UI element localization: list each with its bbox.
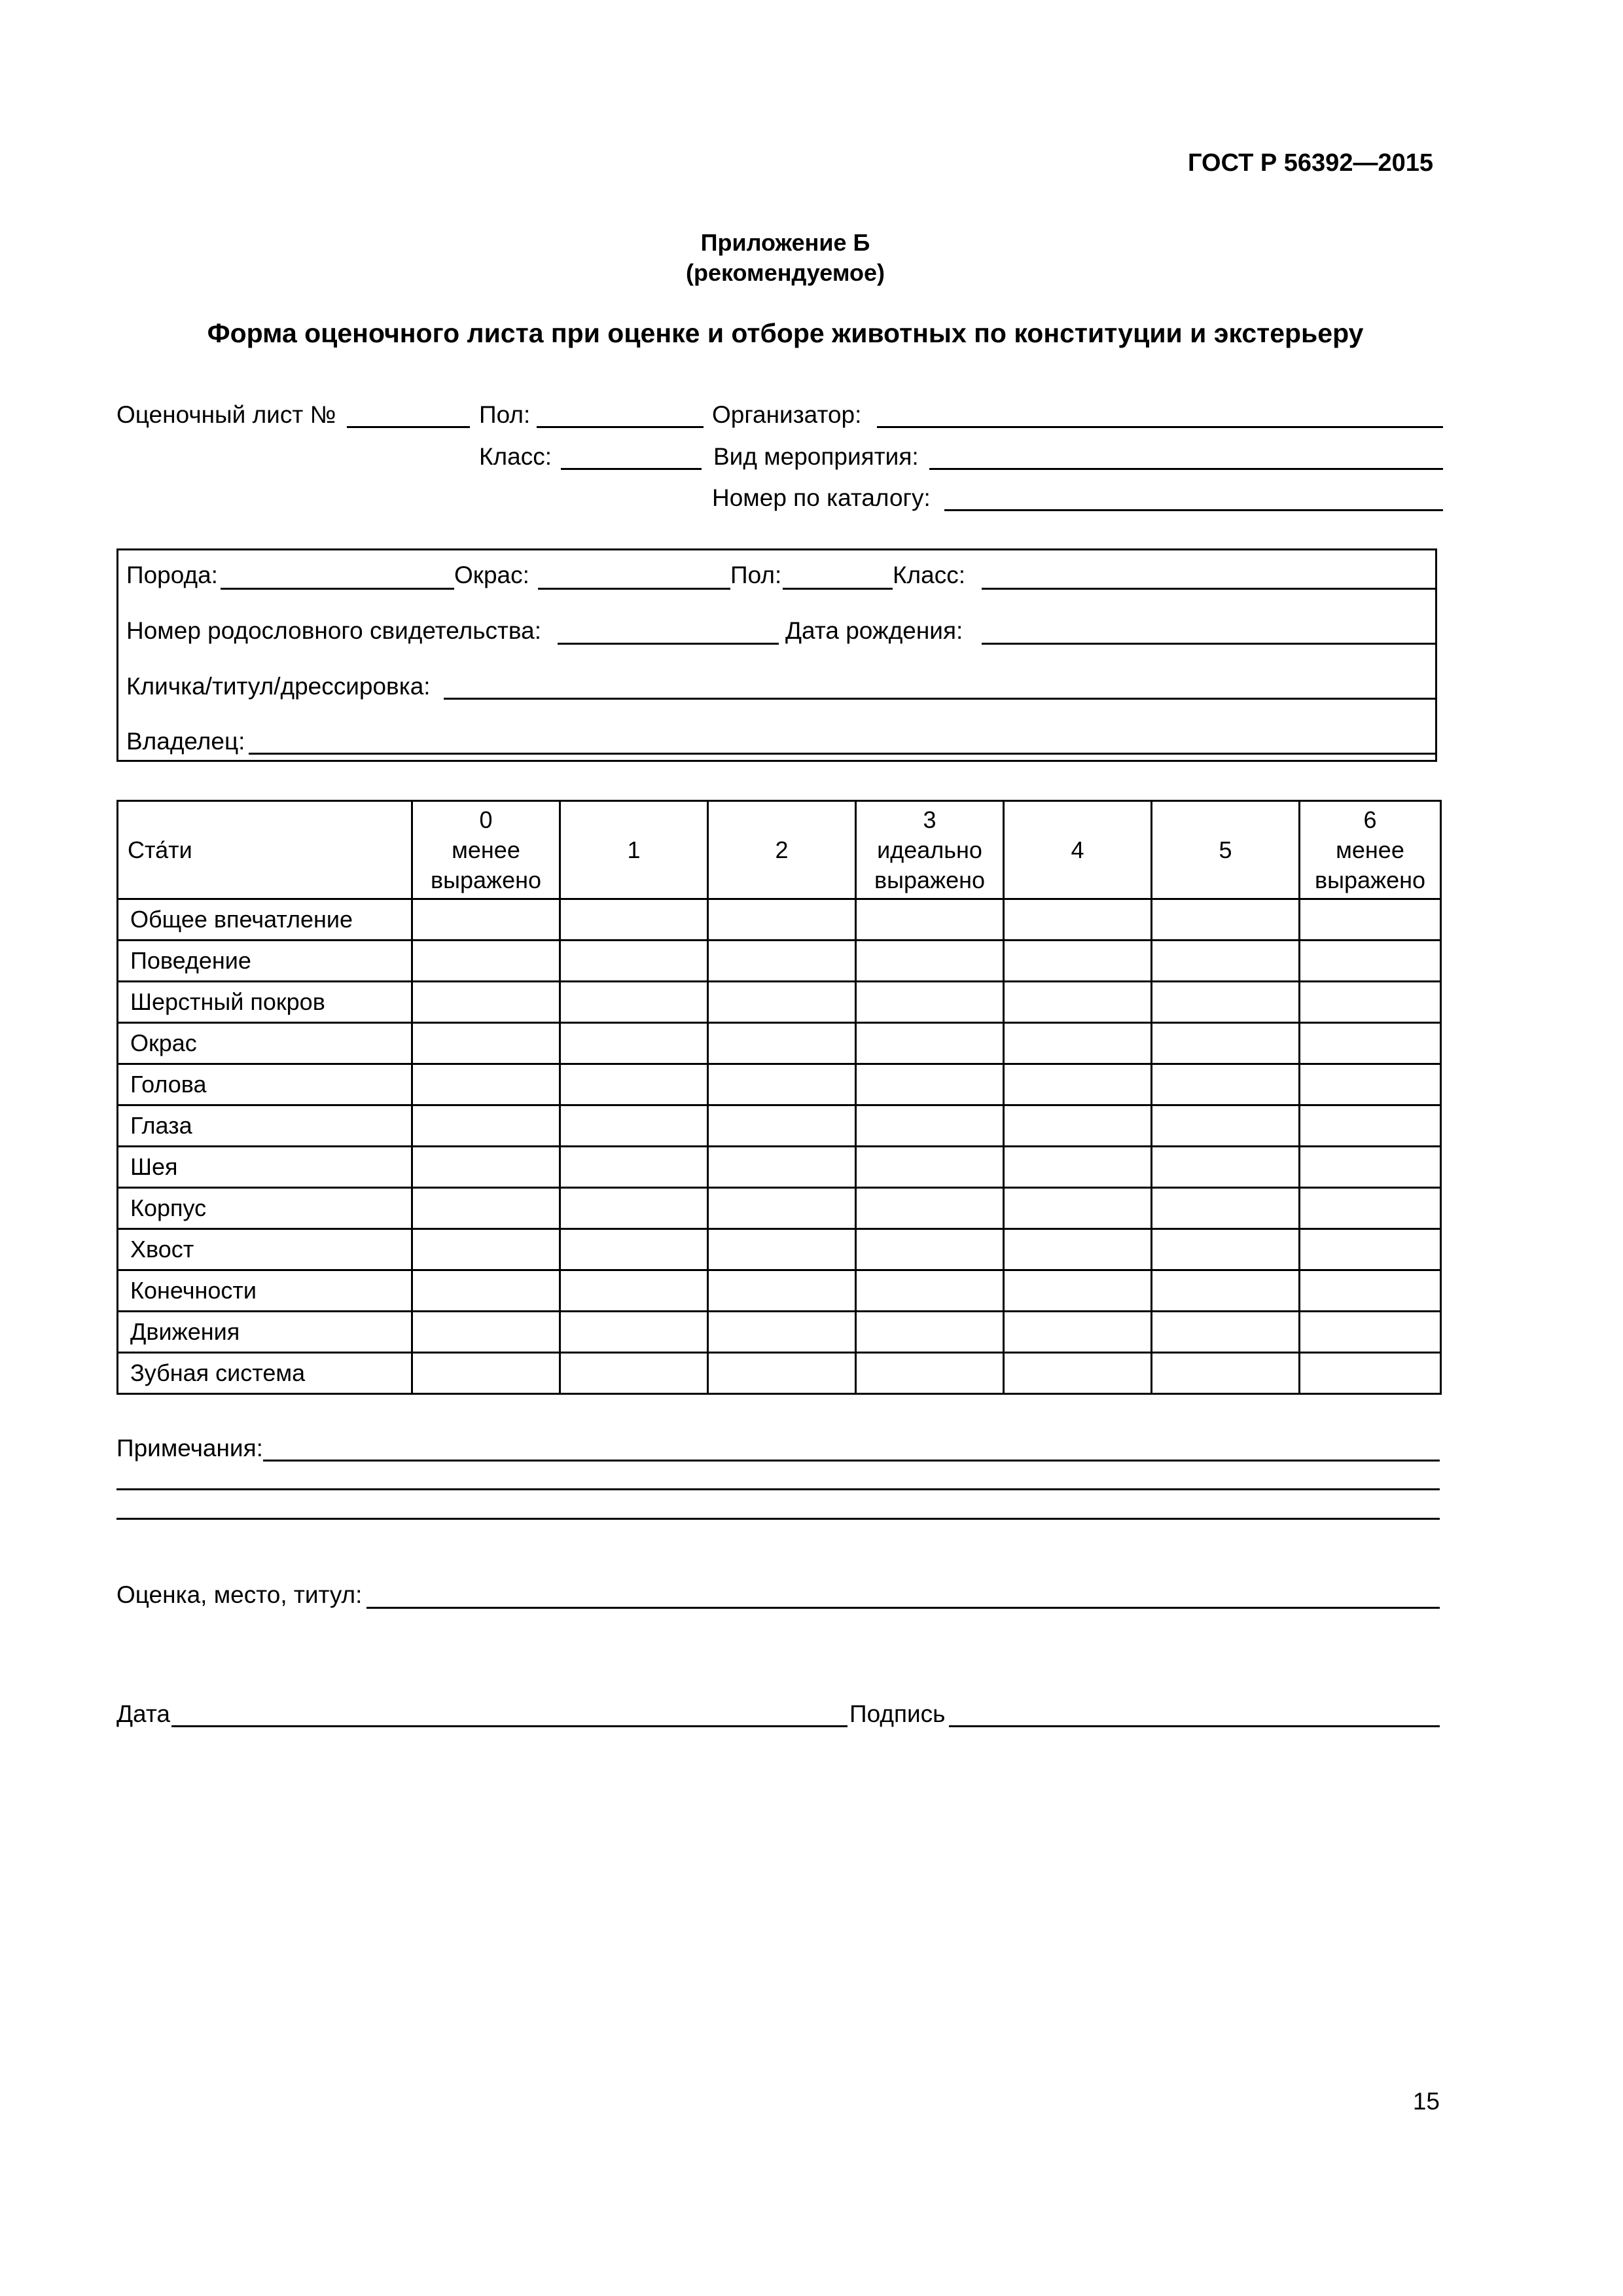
score-cell[interactable] — [856, 941, 1004, 982]
organizer-field[interactable] — [877, 426, 1443, 428]
color-field[interactable] — [538, 588, 730, 590]
pedigree-label: Номер родословного свидетельства: — [126, 617, 542, 644]
breed-field[interactable] — [221, 588, 454, 590]
score-cell[interactable] — [560, 1312, 708, 1353]
score-caption: менее — [452, 836, 520, 863]
score-cell[interactable] — [1004, 941, 1152, 982]
score-cell[interactable] — [1152, 1105, 1300, 1147]
row-label: Поведение — [118, 941, 412, 982]
table-row — [118, 1229, 1441, 1270]
row-label: Конечности — [118, 1270, 412, 1312]
score-caption: идеально — [877, 836, 982, 863]
score-cell[interactable] — [1004, 899, 1152, 941]
row-label: Зубная система — [118, 1353, 412, 1394]
appendix-heading — [0, 228, 1571, 288]
column-header-score — [412, 801, 560, 899]
score-caption: выражено — [1314, 866, 1426, 893]
event-type-label: Вид мероприятия: — [713, 443, 919, 470]
score-number: 5 — [1219, 836, 1232, 863]
notes-field[interactable] — [263, 1460, 1440, 1462]
row-label: Голова — [118, 1064, 412, 1105]
score-cell[interactable] — [708, 1312, 856, 1353]
row-label: Общее впечатление — [118, 899, 412, 941]
animal-class-field[interactable] — [982, 588, 1435, 590]
table-row — [118, 1312, 1441, 1353]
score-cell[interactable] — [412, 982, 560, 1023]
score-cell[interactable] — [412, 1270, 560, 1312]
score-cell[interactable] — [560, 1064, 708, 1105]
catalog-number-field[interactable] — [944, 509, 1443, 511]
score-cell[interactable] — [1300, 941, 1441, 982]
score-cell[interactable] — [412, 1023, 560, 1064]
score-cell[interactable] — [708, 982, 856, 1023]
column-header-score — [856, 801, 1004, 899]
row-label: Движения — [118, 1312, 412, 1353]
score-cell[interactable] — [1300, 1147, 1441, 1188]
column-header-stati: Ста́ти — [118, 801, 412, 899]
catalog-number-label: Номер по каталогу: — [712, 484, 931, 511]
animal-sex-label: Пол: — [730, 562, 782, 588]
score-cell[interactable] — [1004, 1064, 1152, 1105]
score-cell[interactable] — [1004, 1147, 1152, 1188]
score-number: 6 — [1363, 806, 1377, 833]
table-row — [118, 1270, 1441, 1312]
name-field[interactable] — [444, 698, 1435, 700]
score-cell[interactable] — [560, 1270, 708, 1312]
animal-class-label: Класс: — [893, 562, 965, 588]
pedigree-field[interactable] — [558, 643, 779, 645]
standard-number: ГОСТ Р 56392—2015 — [1188, 149, 1433, 177]
score-cell[interactable] — [856, 1064, 1004, 1105]
color-label: Окрас: — [454, 562, 529, 588]
date-field[interactable] — [171, 1725, 847, 1727]
appendix-status: (рекомендуемое) — [686, 259, 885, 286]
row-label: Шерстный покров — [118, 982, 412, 1023]
table-row — [118, 1064, 1441, 1105]
score-cell[interactable] — [560, 1105, 708, 1147]
score-cell[interactable] — [1300, 1353, 1441, 1394]
score-cell[interactable] — [856, 1188, 1004, 1229]
score-cell[interactable] — [1152, 982, 1300, 1023]
score-cell[interactable] — [1004, 1105, 1152, 1147]
score-number: 4 — [1071, 836, 1084, 863]
score-cell[interactable] — [1152, 1312, 1300, 1353]
score-cell[interactable] — [1004, 1312, 1152, 1353]
score-cell[interactable] — [1300, 1270, 1441, 1312]
score-cell[interactable] — [560, 982, 708, 1023]
table-row — [118, 1353, 1441, 1394]
score-cell[interactable] — [1152, 1353, 1300, 1394]
score-cell[interactable] — [412, 1229, 560, 1270]
sheet-number-label: Оценочный лист № — [116, 401, 336, 428]
score-cell[interactable] — [708, 1105, 856, 1147]
owner-label: Владелец: — [126, 728, 245, 755]
score-cell[interactable] — [708, 941, 856, 982]
score-cell[interactable] — [1152, 1064, 1300, 1105]
score-cell[interactable] — [856, 1105, 1004, 1147]
class-label: Класс: — [479, 443, 552, 470]
notes-label: Примечания: — [116, 1435, 263, 1462]
table-row — [118, 1023, 1441, 1064]
score-cell[interactable] — [708, 1229, 856, 1270]
score-cell[interactable] — [1300, 1229, 1441, 1270]
appendix-title: Приложение Б — [700, 229, 870, 256]
score-cell[interactable] — [560, 1353, 708, 1394]
score-cell[interactable] — [708, 899, 856, 941]
table-header-row — [118, 801, 1441, 899]
column-header-score — [708, 801, 856, 899]
table-row — [118, 1105, 1441, 1147]
score-cell[interactable] — [856, 1147, 1004, 1188]
table-row — [118, 982, 1441, 1023]
score-cell[interactable] — [1300, 1105, 1441, 1147]
score-cell[interactable] — [708, 1270, 856, 1312]
score-cell[interactable] — [412, 1105, 560, 1147]
table-row — [118, 899, 1441, 941]
score-cell[interactable] — [1004, 982, 1152, 1023]
notes-field-line[interactable] — [116, 1518, 1440, 1520]
owner-field[interactable] — [249, 753, 1435, 755]
sex-label: Пол: — [479, 401, 531, 428]
breed-label: Порода: — [126, 562, 218, 588]
score-cell[interactable] — [560, 1147, 708, 1188]
score-cell[interactable] — [856, 1023, 1004, 1064]
result-label: Оценка, место, титул: — [116, 1581, 363, 1608]
name-label: Кличка/титул/дрессировка: — [126, 673, 431, 700]
score-cell[interactable] — [1300, 899, 1441, 941]
score-cell[interactable] — [1152, 1023, 1300, 1064]
column-header-score — [1152, 801, 1300, 899]
notes-field-line[interactable] — [116, 1488, 1440, 1490]
sex-field[interactable] — [537, 426, 704, 428]
table-row — [118, 1147, 1441, 1188]
row-label: Шея — [118, 1147, 412, 1188]
score-cell[interactable] — [1152, 1147, 1300, 1188]
score-cell[interactable] — [1152, 1229, 1300, 1270]
score-cell[interactable] — [708, 1188, 856, 1229]
score-cell[interactable] — [856, 899, 1004, 941]
score-cell[interactable] — [856, 1353, 1004, 1394]
score-cell[interactable] — [1300, 1188, 1441, 1229]
score-cell[interactable] — [1004, 1188, 1152, 1229]
score-cell[interactable] — [1300, 1064, 1441, 1105]
score-cell[interactable] — [1300, 1023, 1441, 1064]
organizer-label: Организатор: — [712, 401, 862, 428]
score-cell[interactable] — [708, 1353, 856, 1394]
score-cell[interactable] — [560, 899, 708, 941]
score-cell[interactable] — [856, 1312, 1004, 1353]
birth-date-field[interactable] — [982, 643, 1435, 645]
column-header-score — [1004, 801, 1152, 899]
score-cell[interactable] — [560, 1229, 708, 1270]
score-cell[interactable] — [1004, 1229, 1152, 1270]
score-cell[interactable] — [856, 1270, 1004, 1312]
scores-table — [116, 800, 1442, 1395]
score-caption: менее — [1336, 836, 1404, 863]
score-cell[interactable] — [412, 1147, 560, 1188]
score-cell[interactable] — [856, 1229, 1004, 1270]
page-number: 15 — [1412, 2088, 1440, 2115]
score-cell[interactable] — [1300, 1312, 1441, 1353]
score-number: 1 — [627, 836, 641, 863]
score-cell[interactable] — [412, 1312, 560, 1353]
sheet-number-field[interactable] — [347, 426, 470, 428]
score-cell[interactable] — [412, 941, 560, 982]
score-number: 3 — [923, 806, 936, 833]
score-cell[interactable] — [412, 1353, 560, 1394]
score-cell[interactable] — [708, 1064, 856, 1105]
date-label: Дата — [116, 1700, 170, 1727]
table-row — [118, 941, 1441, 982]
score-caption: выражено — [874, 866, 986, 893]
column-header-score — [560, 801, 708, 899]
score-cell[interactable] — [1300, 982, 1441, 1023]
table-row — [118, 1188, 1441, 1229]
score-cell[interactable] — [560, 941, 708, 982]
score-cell[interactable] — [412, 899, 560, 941]
form-title: Форма оценочного листа при оценке и отборе животных по конституции и экстерьеру — [207, 318, 1364, 348]
score-cell[interactable] — [1152, 899, 1300, 941]
score-cell[interactable] — [412, 1064, 560, 1105]
score-cell[interactable] — [560, 1188, 708, 1229]
score-cell[interactable] — [856, 982, 1004, 1023]
row-label: Хвост — [118, 1229, 412, 1270]
signature-label: Подпись — [849, 1700, 946, 1727]
score-number: 0 — [479, 806, 493, 833]
score-cell[interactable] — [708, 1147, 856, 1188]
row-label: Корпус — [118, 1188, 412, 1229]
score-cell[interactable] — [1152, 1270, 1300, 1312]
birth-date-label: Дата рождения: — [785, 617, 963, 644]
class-field[interactable] — [561, 468, 702, 470]
score-cell[interactable] — [1004, 1353, 1152, 1394]
score-cell[interactable] — [1004, 1023, 1152, 1064]
score-caption: выражено — [430, 866, 542, 893]
score-cell[interactable] — [1152, 941, 1300, 982]
event-type-field[interactable] — [929, 468, 1443, 470]
score-number: 2 — [775, 836, 789, 863]
score-cell[interactable] — [412, 1188, 560, 1229]
column-header-score — [1300, 801, 1441, 899]
score-cell[interactable] — [560, 1023, 708, 1064]
result-field[interactable] — [366, 1607, 1440, 1609]
score-cell[interactable] — [1152, 1188, 1300, 1229]
signature-field[interactable] — [949, 1725, 1440, 1727]
animal-sex-field[interactable] — [783, 588, 893, 590]
score-cell[interactable] — [708, 1023, 856, 1064]
row-label: Глаза — [118, 1105, 412, 1147]
score-cell[interactable] — [1004, 1270, 1152, 1312]
row-label: Окрас — [118, 1023, 412, 1064]
